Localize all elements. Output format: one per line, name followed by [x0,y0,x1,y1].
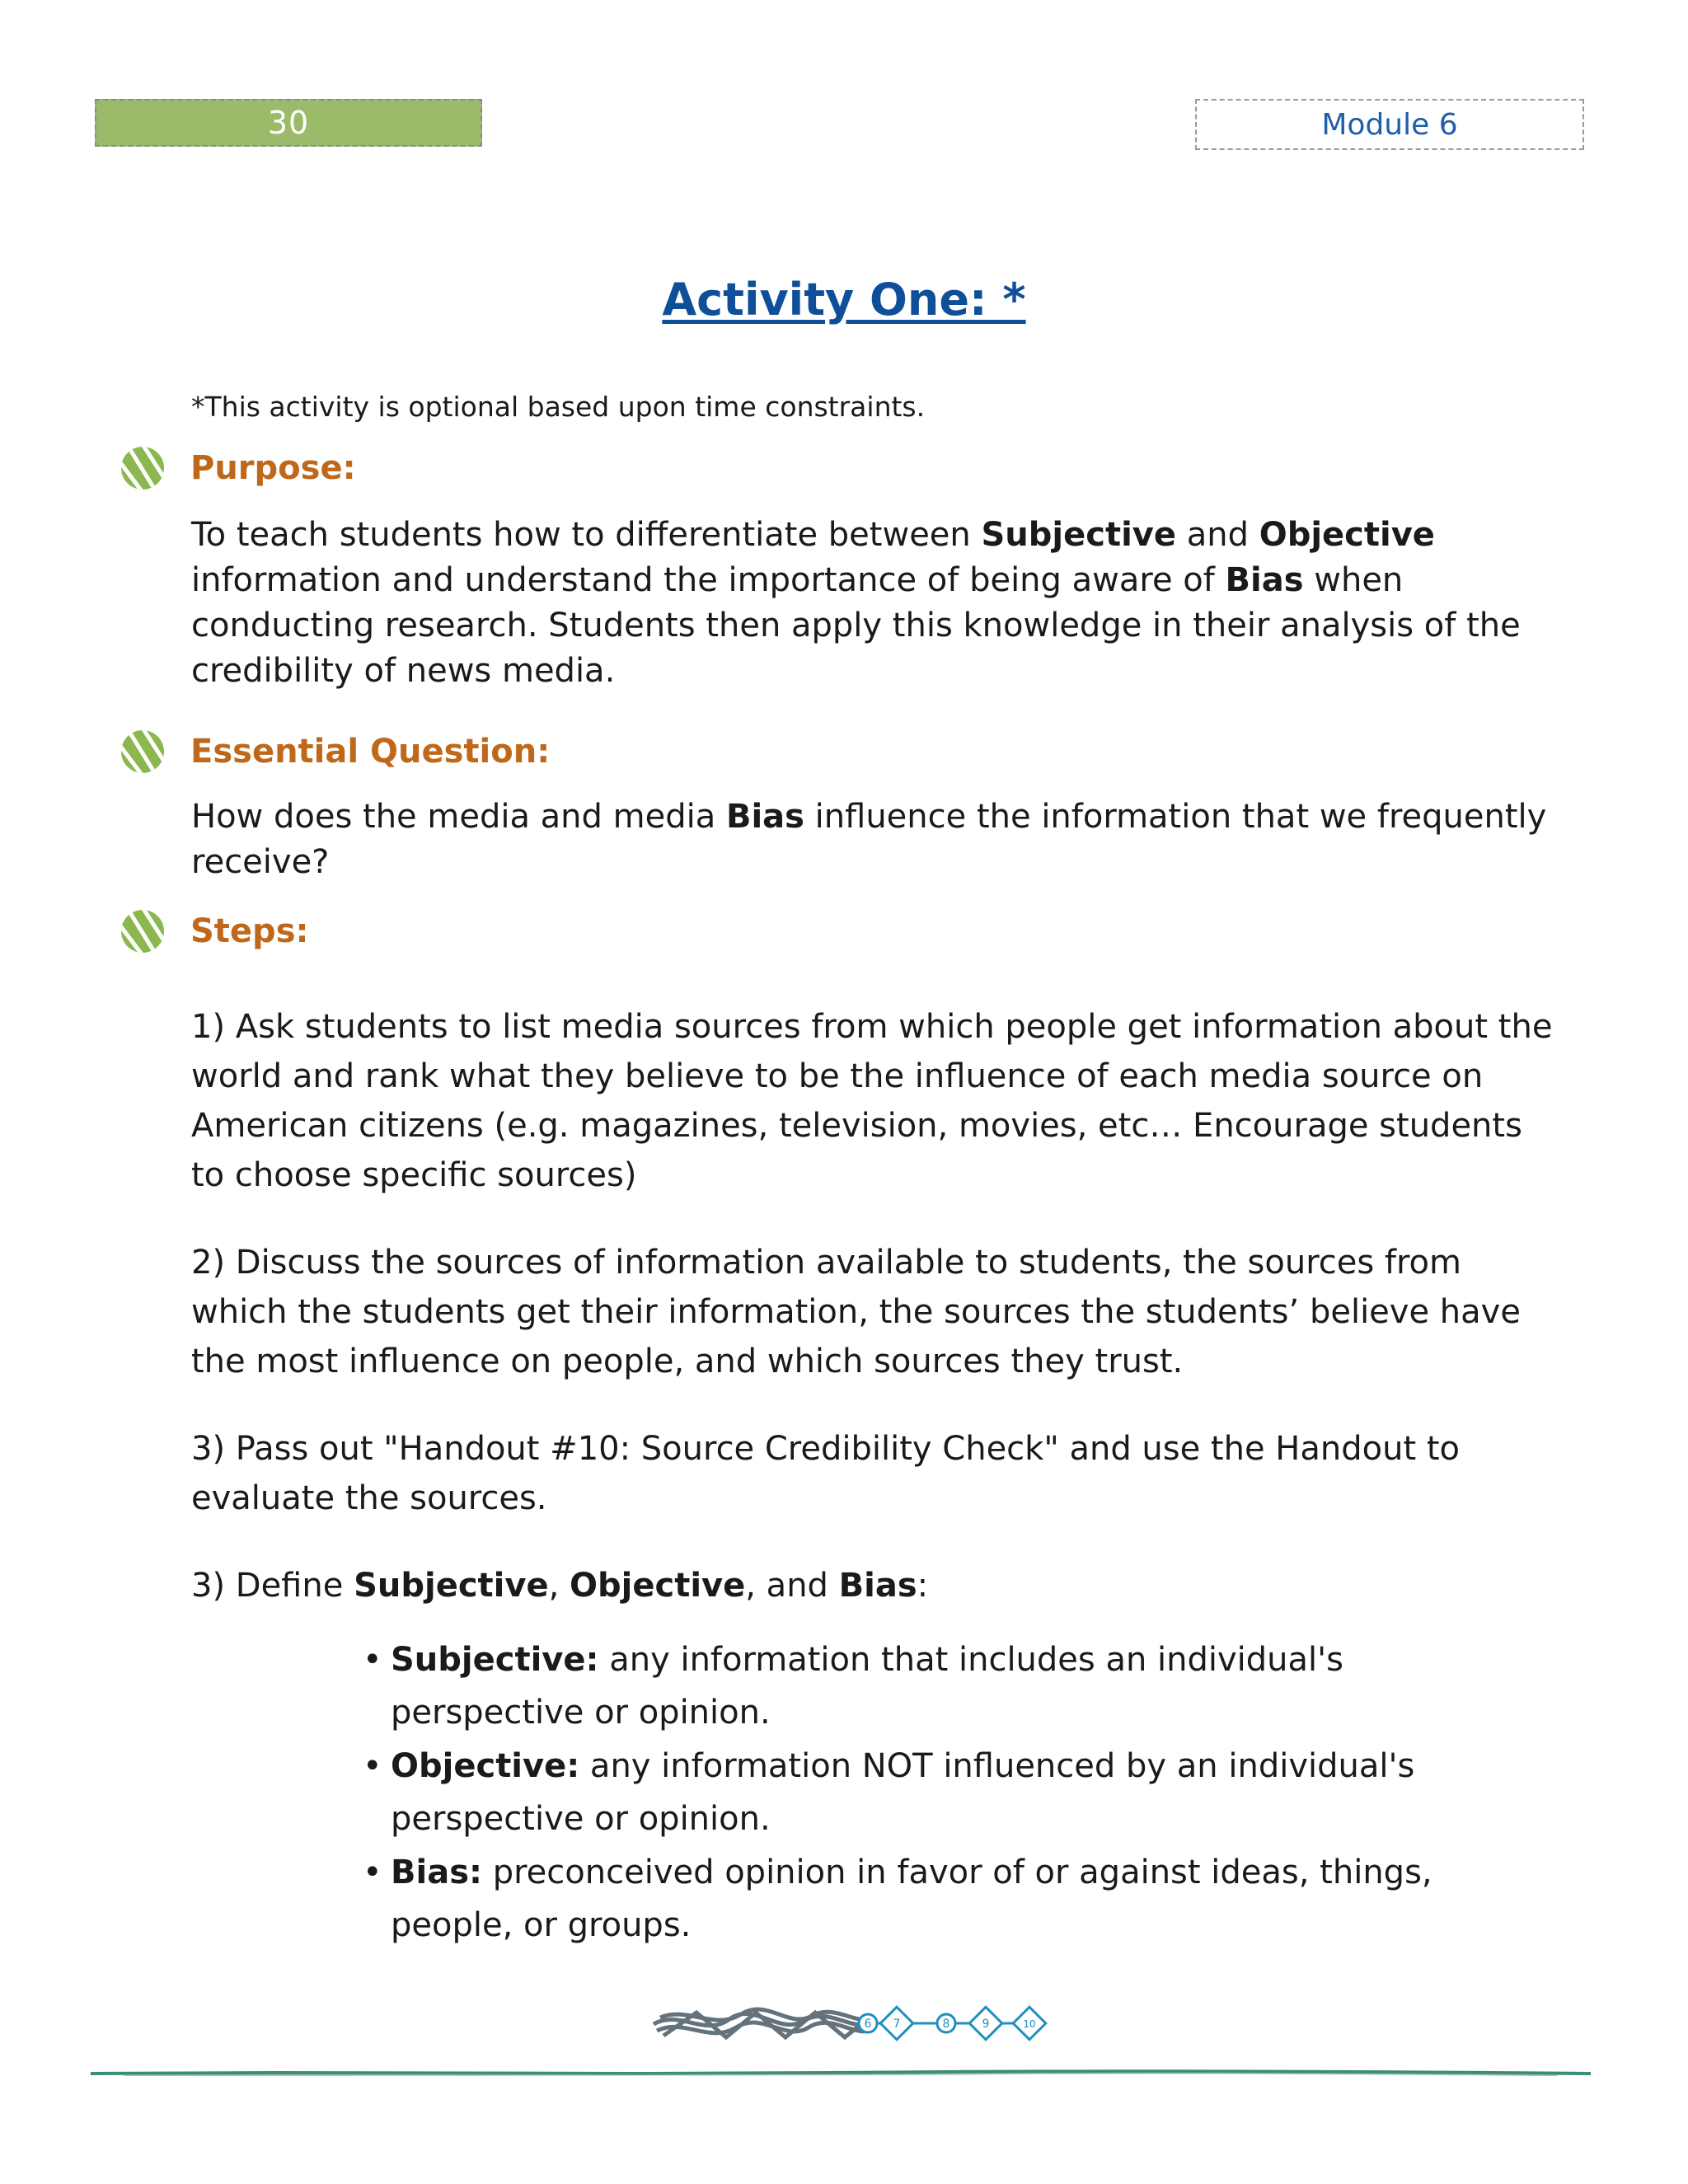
definitions-list [363,1633,1533,1952]
step-4: 3) Define Subjective, Objective, and Bias: [191,1567,929,1605]
progress-label-10: 10 [1023,2018,1036,2030]
progress-label-7: 7 [893,2018,901,2031]
page-number: 30 [267,105,310,141]
page-number-box [95,99,482,147]
step-2: 2) Discuss the sources of information available to students, the sources from which the students get their information, the sources the students’ believe have the most influence on people, and which sources they trust. [191,1244,1521,1380]
step-1: 1) Ask students to list media sources from which people get information about the world and rank what they believe to be the influence of each media source on American citizens (e.g. magazines, television, movies, etc… Encourage students to choose specific sources) [191,1008,1553,1194]
progress-label-8: 8 [942,2018,950,2031]
optional-note: *This activity is optional based upon time constraints. [191,391,926,423]
module-progress-indicator [647,1994,1051,2052]
purpose-text: To teach students how to differentiate between Subjective and Objective information and understand the importance of being aware of Bias when conducting research. Students then apply this knowledge in their analysis of the credibility of news media. [191,516,1521,690]
definition-subjective: • Subjective: any information that includes an individual's perspective or opinion. [363,1633,1533,1739]
steps-heading: Steps: [190,912,309,950]
page-title: Activity One: * [662,274,1026,326]
completed-modules-scribble [654,2009,874,2037]
module-label: Module 6 [1321,107,1458,142]
step-3: 3) Pass out "Handout #10: Source Credibility Check" and use the Handout to evaluate the sources. [191,1430,1461,1517]
module-label-box [1195,99,1584,150]
footer-divider [91,2067,1591,2079]
striped-ball-icon [120,445,166,491]
definition-objective: • Objective: any information NOT influenced by an individual's perspective or opinion. [363,1740,1533,1845]
definition-bias: • Bias: preconceived opinion in favor of or against ideas, things, people, or groups. [363,1846,1533,1952]
purpose-heading-row [120,445,356,491]
striped-ball-icon [120,908,166,954]
progress-label-9: 9 [982,2018,990,2031]
steps-heading-row [120,908,309,954]
progress-label-6: 6 [864,2018,872,2031]
essential-question-text: How does the media and media Bias influence the information that we frequently receive? [191,798,1547,881]
essential-question-heading-row [120,729,550,775]
essential-question-heading: Essential Question: [190,733,551,771]
purpose-heading: Purpose: [190,449,356,487]
striped-ball-icon [120,729,166,775]
